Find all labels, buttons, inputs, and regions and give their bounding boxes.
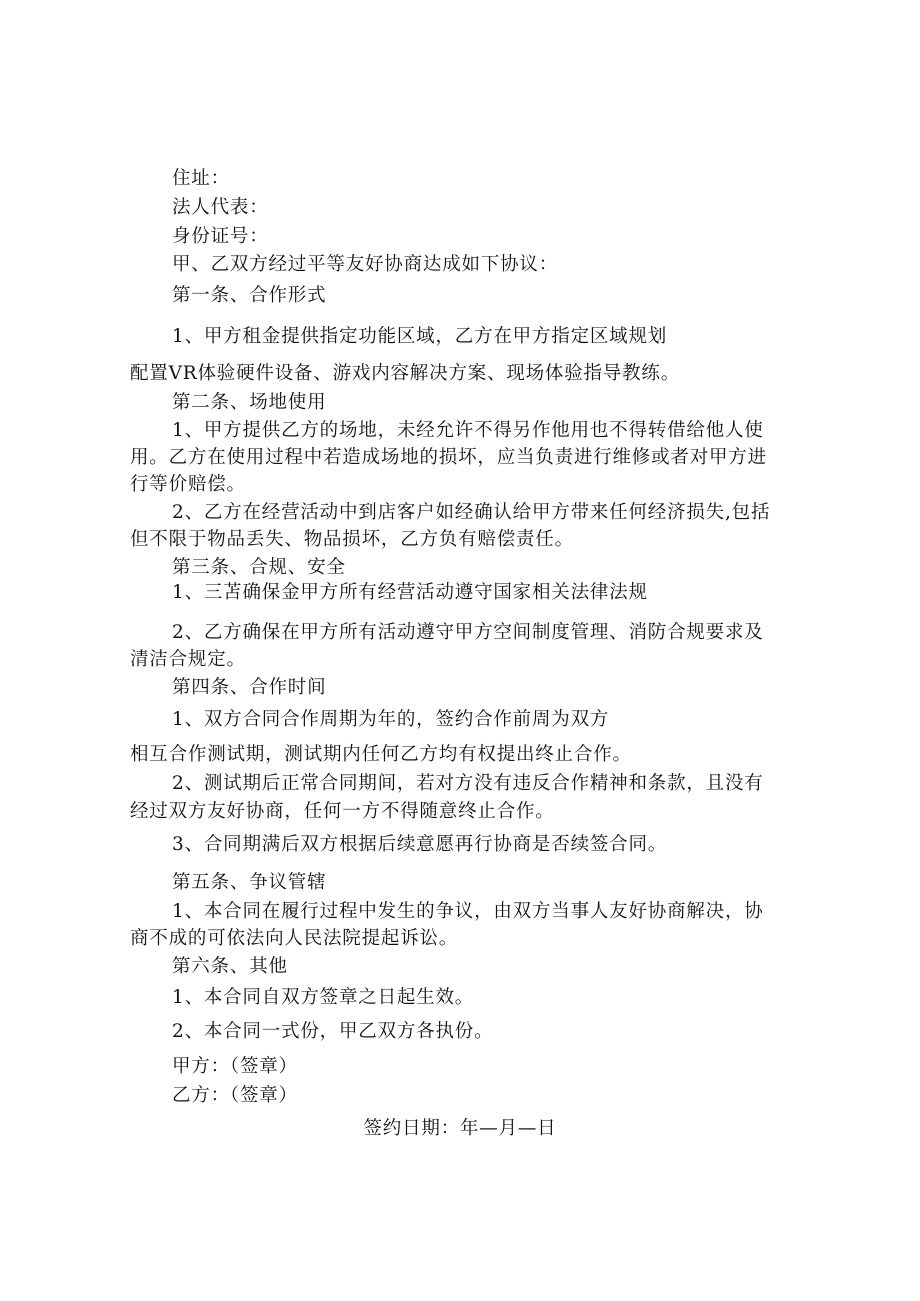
article5-heading: 第五条、争议管辖 bbox=[172, 872, 327, 893]
address-label: 住址： bbox=[172, 168, 230, 189]
article2-clause2-line2: 但不限于物品丢失、物品损坏，乙方负有赔偿责任。 bbox=[130, 529, 574, 550]
article6-clause2: 2、本合同一式份，甲乙双方各执份。 bbox=[172, 1021, 494, 1042]
article1-clause1-line2: 配置VR体验硬件设备、游戏内容解决方案、现场体验指导教练。 bbox=[130, 363, 680, 384]
intro-text: 甲、乙双方经过平等友好协商达成如下协议： bbox=[172, 254, 559, 275]
article6-heading: 第六条、其他 bbox=[172, 956, 288, 977]
article3-heading: 第三条、合规、安全 bbox=[172, 557, 346, 578]
article2-clause2-line1: 2、乙方在经营活动中到店客户如经确认给甲方带来任何经济损失,包括 bbox=[172, 502, 771, 523]
article1-clause1-line1: 1、甲方租金提供指定功能区域，乙方在甲方指定区域规划 bbox=[172, 326, 668, 347]
article4-clause2-line2: 经过双方友好协商，任何一方不得随意终止合作。 bbox=[130, 801, 555, 822]
article1-heading: 第一条、合作形式 bbox=[172, 285, 327, 306]
signing-date: 签约日期：年—月—日 bbox=[363, 1118, 557, 1139]
id-number-label: 身份证号： bbox=[172, 226, 269, 247]
article4-heading: 第四条、合作时间 bbox=[172, 677, 327, 698]
party-a-signature: 甲方：（签章） bbox=[172, 1056, 298, 1077]
article2-clause1-line2: 用。乙方在使用过程中若造成场地的损坏，应当负责进行维修或者对甲方进 bbox=[130, 447, 767, 468]
party-b-signature: 乙方：（签章） bbox=[172, 1085, 298, 1106]
article4-clause1-line1: 1、双方合同合作周期为年的，签约合作前周为双方 bbox=[172, 709, 610, 730]
article3-clause2-line1: 2、乙方确保在甲方所有活动遵守甲方空间制度管理、消防合规要求及 bbox=[172, 622, 764, 643]
article2-clause1-line1: 1、甲方提供乙方的场地，未经允许不得另作他用也不得转借给他人使 bbox=[172, 420, 764, 441]
article5-clause1-line2: 商不成的可依法向人民法院提起诉讼。 bbox=[130, 928, 459, 949]
article4-clause3: 3、合同期满后双方根据后续意愿再行协商是否续签合同。 bbox=[172, 834, 668, 855]
article3-clause2-line2: 清洁合规定。 bbox=[130, 649, 246, 670]
article4-clause1-line2: 相互合作测试期，测试期内任何乙方均有权提出终止合作。 bbox=[130, 744, 632, 765]
article3-clause1: 1、三苫确保金甲方所有经营活动遵守国家相关法律法规 bbox=[172, 582, 648, 603]
article2-clause1-line3: 行等价赔偿。 bbox=[130, 474, 246, 495]
article5-clause1-line1: 1、本合同在履行过程中发生的争议，由双方当事人友好协商解决，协 bbox=[172, 901, 764, 922]
legal-rep-label: 法人代表： bbox=[172, 197, 269, 218]
article4-clause2-line1: 2、测试期后正常合同期间，若对方没有违反合作精神和条款，且没有 bbox=[172, 773, 764, 794]
article6-clause1: 1、本合同自双方签章之日起生效。 bbox=[172, 987, 475, 1008]
article2-heading: 第二条、场地使用 bbox=[172, 392, 327, 413]
